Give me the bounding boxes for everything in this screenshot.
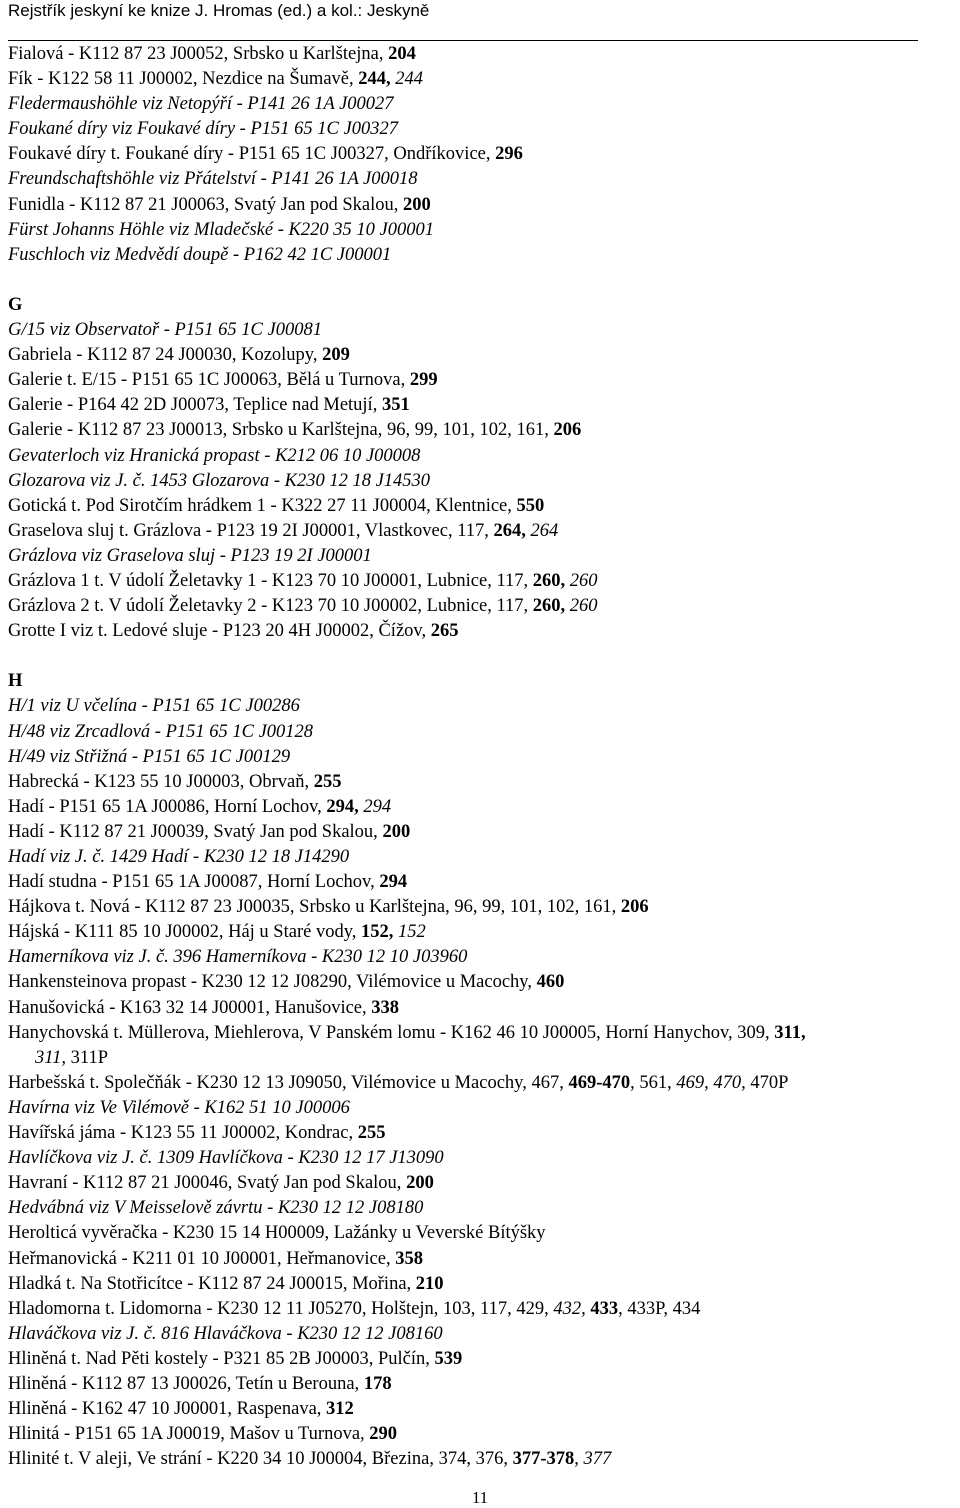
index-entry — [8, 1272, 958, 1297]
entry-text: Havraní - K112 87 21 J00046, Svatý Jan pod Skalou, — [8, 1173, 407, 1194]
entry-text: 470P — [745, 1072, 789, 1093]
entry-text: Hadí viz J. č. 1429 Hadí - K230 12 18 J14290 — [8, 847, 350, 867]
entry-text: , 433P, 434 — [618, 1298, 701, 1319]
section-h — [8, 694, 958, 1472]
entry-text: H/49 viz Střižná - P151 65 1C J00129 — [8, 746, 291, 767]
index-entry — [8, 494, 958, 519]
entry-text: 294 — [379, 872, 408, 893]
index-entry — [8, 193, 958, 218]
index-entry — [8, 870, 958, 895]
index-entry — [8, 92, 958, 117]
index-entry — [8, 694, 958, 719]
entry-text: 210 — [415, 1273, 444, 1294]
entry-text: 433 — [590, 1298, 619, 1319]
entry-text: Havírna viz Ve Vilémově - K162 51 10 J00006 — [8, 1097, 350, 1118]
index-entry — [8, 795, 958, 820]
entry-text: Fuschloch viz Medvědí doupě - P162 42 1C J00001 — [8, 244, 392, 265]
page-number: 11 — [471, 1488, 489, 1507]
index-content — [8, 42, 958, 1472]
entry-text: 200 — [382, 821, 411, 842]
entry-text: Habrecká - K123 55 10 J00003, Obrvaň, — [8, 771, 314, 792]
index-entry — [8, 1397, 958, 1422]
entry-text: , 561, — [630, 1072, 677, 1093]
header-rule — [8, 40, 918, 41]
entry-text: Gevaterloch viz Hranická propast - K212 06 10 J00008 — [8, 445, 421, 466]
index-entry — [8, 970, 958, 995]
entry-text: Hlinité t. V aleji, Ve strání - K220 34 10 J00004, Březina, 374, 376, — [8, 1449, 513, 1470]
entry-text: Galerie - P164 42 2D J00073, Teplice nad Metují, — [8, 395, 382, 416]
entry-text: Fialová - K112 87 23 J00052, Srbsko u Karlštejna, — [8, 44, 389, 64]
entry-text: 209 — [322, 345, 350, 366]
entry-text: Herolticá vyvěračka - K230 15 14 H00009, Lažánky u Veverské Bítýšky — [8, 1223, 546, 1244]
entry-text: 338 — [371, 997, 400, 1018]
index-entry — [8, 569, 958, 594]
entry-text: 255 — [357, 1123, 386, 1144]
entry-text: 312 — [326, 1399, 354, 1420]
index-entry — [8, 1096, 958, 1121]
section-letter-h: H — [8, 671, 23, 692]
entry-line — [8, 1023, 806, 1043]
index-entry — [8, 1171, 958, 1196]
entry-text: Foukavé díry t. Foukané díry - P151 65 1C J00327, Ondříkovice, — [8, 144, 496, 165]
entry-text: Havlíčkova viz J. č. 1309 Havlíčkova - K230 12 17 J13090 — [8, 1148, 444, 1169]
index-entry — [8, 720, 958, 745]
entry-text: Hájská - K111 85 10 J00002, Háj u Staré vody, — [8, 922, 361, 943]
index-entry — [8, 1247, 958, 1272]
entry-text: 206 — [553, 420, 582, 441]
section-gap — [8, 644, 958, 669]
index-entry — [8, 444, 958, 469]
entry-text: Gabriela - K112 87 24 J00030, Kozolupy, — [8, 345, 323, 366]
section-g — [8, 318, 958, 644]
index-entry — [8, 945, 958, 970]
entry-text: 290 — [369, 1424, 398, 1445]
entry-text: Hlaváčkova viz J. č. 816 Hlaváčkova - K230 12 12 J08160 — [8, 1323, 443, 1344]
entry-text: 299 — [409, 370, 438, 391]
index-entry — [8, 1021, 958, 1071]
index-entry — [8, 895, 958, 920]
entry-text: Fledermaushöhle viz Netopýří - P141 26 1A J00027 — [8, 94, 394, 115]
entry-text: 260, — [532, 570, 566, 591]
entry-text: 260, — [532, 596, 566, 617]
entry-text: 206 — [620, 897, 649, 918]
entry-text: 469-470 — [568, 1072, 631, 1093]
index-entry — [8, 318, 958, 343]
entry-text: 264, — [493, 520, 526, 541]
entry-text: H/48 viz Zrcadlová - P151 65 1C J00128 — [8, 721, 314, 742]
index-entry — [8, 67, 958, 92]
entry-text: Grázlova 1 t. V údolí Želetavky 1 - K123 70 10 J00001, Lubnice, 117, — [8, 570, 533, 591]
index-entry — [8, 117, 958, 142]
entry-text: 204 — [388, 44, 416, 64]
entry-text: 294, — [326, 796, 359, 817]
index-entry — [8, 745, 958, 770]
entry-text: , — [574, 1449, 584, 1470]
entry-text: Grotte I viz t. Ledové sluje - P123 20 4H J00002, Čížov, — [8, 621, 431, 642]
entry-text: 152 — [398, 922, 426, 943]
index-entry — [8, 368, 958, 393]
entry-text: 294 — [363, 796, 392, 817]
entry-text: 265 — [430, 621, 459, 642]
index-entry — [8, 1447, 958, 1472]
entry-text: 260 — [569, 596, 598, 617]
index-entry — [8, 594, 958, 619]
entry-text: Hliněná - K112 87 13 J00026, Tetín u Berouna, — [8, 1373, 364, 1394]
index-entry — [8, 1422, 958, 1447]
index-entry — [8, 218, 958, 243]
index-entry — [8, 167, 958, 192]
entry-text: Harbešská t. Společňák - K230 12 13 J09050, Vilémovice u Macochy, 467, — [8, 1072, 569, 1093]
entry-text: Hankensteinova propast - K230 12 12 J08290, Vilémovice u Macochy, — [8, 972, 537, 993]
entry-text: Hamerníkova viz J. č. 396 Hamerníkova - K230 12 10 J03960 — [8, 947, 468, 968]
entry-text: 351 — [381, 395, 410, 416]
entry-text: Hedvábná viz V Meisselově závrtu - K230 12 12 J08180 — [8, 1198, 424, 1219]
entry-text: 311, — [35, 1047, 67, 1068]
index-entry — [8, 418, 958, 443]
entry-text: 244, — [358, 69, 391, 90]
entry-text: Hájkova t. Nová - K112 87 23 J00035, Srbsko u Karlštejna, 96, 99, 101, 102, 161, — [8, 897, 621, 918]
entry-text: Hliněná - K162 47 10 J00001, Raspenava, — [8, 1399, 327, 1420]
entry-text: Hadí - P151 65 1A J00086, Horní Lochov, — [8, 796, 327, 817]
entry-text: Galerie - K112 87 23 J00013, Srbsko u Karlštejna, 96, 99, 101, 102, 161, — [8, 420, 554, 441]
index-entry — [8, 343, 958, 368]
index-entry — [8, 519, 958, 544]
index-entry — [8, 820, 958, 845]
entry-text: 539 — [434, 1348, 463, 1369]
index-entry — [8, 544, 958, 569]
index-entry — [8, 1196, 958, 1221]
entry-text: 432, — [553, 1298, 586, 1319]
entry-text: 152, — [361, 922, 394, 943]
entry-text: Hlinitá - P151 65 1A J00019, Mašov u Turnova, — [8, 1424, 370, 1445]
entry-text: 260 — [569, 570, 598, 591]
entry-text: Graselova sluj t. Grázlova - P123 19 2I J00001, Vlastkovec, 117, — [8, 520, 494, 541]
section-f — [8, 42, 958, 268]
index-entry — [8, 996, 958, 1021]
index-entry — [8, 1121, 958, 1146]
entry-text: Hadí - K112 87 21 J00039, Svatý Jan pod Skalou, — [8, 821, 383, 842]
index-entry — [8, 920, 958, 945]
index-entry — [8, 770, 958, 795]
entry-text: Hadí studna - P151 65 1A J00087, Horní Lochov, — [8, 872, 380, 893]
entry-text: Heřmanovická - K211 01 10 J00001, Heřmanovice, — [8, 1248, 396, 1269]
entry-text: 311, — [774, 1022, 806, 1043]
entry-text: 264 — [530, 520, 559, 541]
entry-text: 200 — [406, 1173, 434, 1194]
entry-continuation — [8, 1048, 108, 1068]
entry-text: Fík - K122 58 11 J00002, Nezdice na Šumavě, — [8, 69, 359, 90]
entry-text: H/1 viz U včelína - P151 65 1C J00286 — [8, 696, 300, 717]
entry-text: Hladká t. Na Stotřicítce - K112 87 24 J00015, Mořina, — [8, 1273, 416, 1294]
entry-text: Glozarova viz J. č. 1453 Glozarova - K230 12 18 J14530 — [8, 470, 431, 491]
index-entry — [8, 619, 958, 644]
entry-text: Gotická t. Pod Sirotčím hrádkem 1 - K322 27 11 J00004, Klentnice, — [8, 495, 517, 516]
entry-text: Havířská jáma - K123 55 11 J00002, Kondrac, — [8, 1123, 358, 1144]
entry-text: Fürst Johanns Höhle viz Mladečské - K220 35 10 J00001 — [8, 219, 434, 240]
entry-text: 178 — [363, 1373, 392, 1394]
index-entry — [8, 1221, 958, 1246]
section-gap — [8, 268, 958, 293]
entry-text: Funidla - K112 87 21 J00063, Svatý Jan pod Skalou, — [8, 194, 404, 215]
entry-text: 311P — [66, 1047, 108, 1068]
index-entry — [8, 1322, 958, 1347]
index-entry — [8, 243, 958, 268]
entry-text: 469, 470, — [676, 1072, 746, 1093]
index-entry — [8, 393, 958, 418]
section-letter-g: G — [8, 294, 23, 315]
entry-text: Grázlova 2 t. V údolí Želetavky 2 - K123 70 10 J00002, Lubnice, 117, — [8, 596, 533, 617]
index-entry — [8, 42, 958, 67]
entry-text: Grázlova viz Graselova sluj - P123 19 2I J00001 — [8, 545, 372, 566]
entry-text: 244 — [395, 69, 423, 90]
index-entry — [8, 845, 958, 870]
index-entry — [8, 1347, 958, 1372]
entry-text: Freundschaftshöhle viz Přátelství - P141 26 1A J00018 — [8, 169, 418, 190]
running-header: Rejstřík jeskyní ke knize J. Hromas (ed.) a kol.: Jeskyně — [8, 1, 430, 20]
entry-text: 296 — [495, 144, 523, 165]
entry-text: Hanušovická - K163 32 14 J00001, Hanušovice, — [8, 997, 372, 1018]
entry-text: Galerie t. E/15 - P151 65 1C J00063, Bělá u Turnova, — [8, 370, 410, 391]
index-entry — [8, 469, 958, 494]
entry-text: 255 — [313, 771, 342, 792]
entry-text: Hladomorna t. Lidomorna - K230 12 11 J05270, Holštejn, 103, 117, 429, — [8, 1298, 554, 1319]
entry-text: 377 — [583, 1449, 612, 1470]
entry-text: 358 — [395, 1248, 423, 1269]
index-entry — [8, 1071, 958, 1096]
entry-text: G/15 viz Observatoř - P151 65 1C J00081 — [8, 320, 322, 341]
entry-text: Foukané díry viz Foukavé díry - P151 65 1C J00327 — [8, 119, 398, 140]
entry-text: 550 — [516, 495, 545, 516]
entry-text: 200 — [403, 194, 431, 215]
index-entry — [8, 1146, 958, 1171]
entry-text: Hliněná t. Nad Pěti kostely - P321 85 2B J00003, Pulčín, — [8, 1348, 435, 1369]
entry-text: 460 — [536, 972, 565, 993]
index-entry — [8, 142, 958, 167]
entry-text: 377-378 — [512, 1449, 575, 1470]
entry-text: Hanychovská t. Müllerova, Miehlerova, V Panském lomu - K162 46 10 J00005, Horní Hanychov, 309, — [8, 1022, 775, 1043]
index-entry — [8, 1372, 958, 1397]
index-entry — [8, 1297, 958, 1322]
